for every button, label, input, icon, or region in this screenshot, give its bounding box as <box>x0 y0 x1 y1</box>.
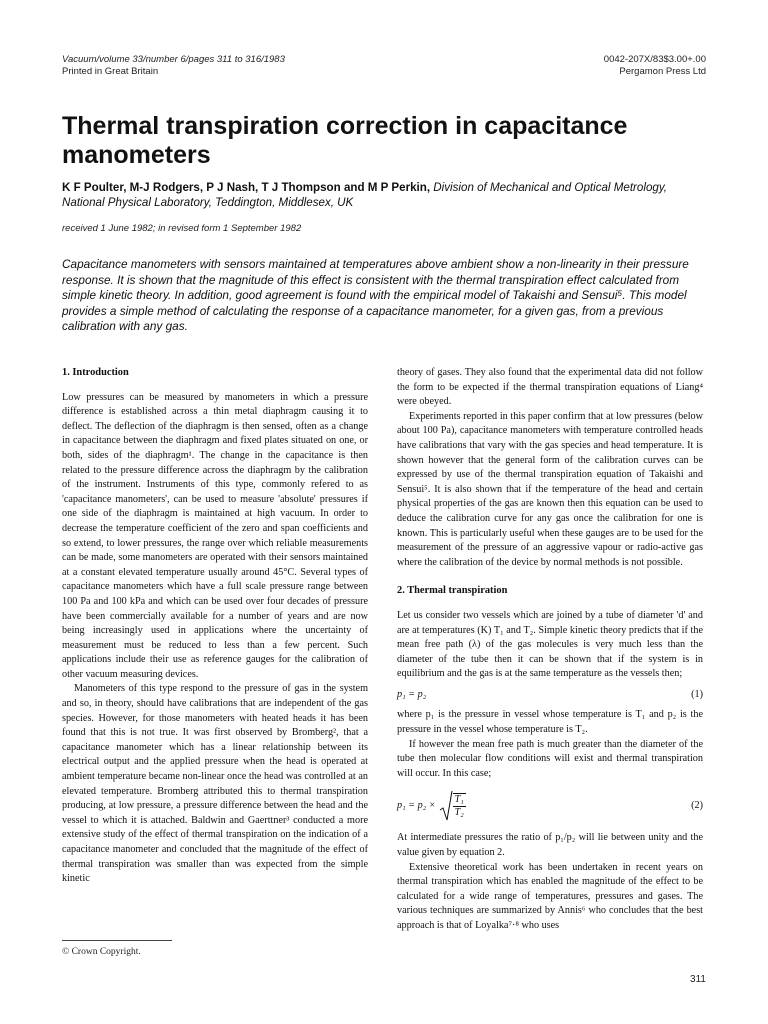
intro-paragraph-1: Low pressures can be measured by manometers in which a pressure difference is established across a thin metal diaphragm causing it to deflect. The deflection of the diaphragm is then sensed, often as a change in capacitance between the diaphragm and fixed plates situated on one, or both, sides of the diaphragm¹. The change in the capacitance is then related to the pressure difference across the diaphragm by the calibration of the instrument. Instruments of this type, commonly refered to as 'capacitance manometers', can be used to measure 'absolute' pressures if one side of the diaphragm is maintained at high vacuum. In order to decrease the temperature coefficient of the zero and span coefficients and so extend, to lower pressures, the range over which reliable measurements can be made, some manometers are operated with their sensors maintained at a constant elevated temperature usually around 45°C. Several types of capacitance manometers which have a full scale pressure range between 100 Pa and 100 kPa and which can be used over four decades of pressure have been commercially available for a number of years and are now being increasingly used in applications where the uncertainty of measurement must be reduced to less than a few percent. Such applications include their use as reference gauges for the calibration of other vacuum measuring devices. <box>62 391 368 680</box>
right-column <box>397 366 703 934</box>
equation-2-fraction <box>453 793 466 819</box>
equation-1-number: (1) <box>691 688 703 700</box>
intro-paragraph-2: Manometers of this type respond to the pressure of gas in the system and so, in theory, should have calibrations that are independent of the gas species. However, for those manometers with heated heads it has been found that this is not true. It was first observed by Bromberg², that a capacitance manometer which has a linear relationship between its electrical output and the applied pressure when the head is operated at ambient temperature became non-linear once the head was controlled at an elevated temperature. Bromberg attributed this to thermal transpiration producing, at low pressure, a pressure difference between the head and the vessel to which it is attached. Baldwin and Gaerttner³ conducted a more extensive study of the effect of thermal transpiration on the indication of a capacitance manometer and concluded that the magnitude of the effect of thermal transpiration was smaller than was expected from the simple kinetic <box>62 683 368 885</box>
journal-citation: Vacuum/volume 33/number 6/pages 311 to 316/1983 <box>62 54 285 65</box>
transpiration-paragraph-3: If however the mean free path is much greater than the diameter of the tube then molecular flow conditions will exist and thermal transpiration will occur. In this case; <box>397 738 703 779</box>
transpiration-paragraph-4: At intermediate pressures the ratio of p₁/p₂ will lie between unity and the value given by equation 2. <box>397 832 703 859</box>
equation-1-body: p₁ = p₂ <box>397 688 427 700</box>
intro-paragraph-3: theory of gases. They also found that the experimental data did not follow the form to be expected if the thermal transpiration equations of Liang⁴ were obeyed. <box>397 367 703 408</box>
equation-2-numerator: T₁ <box>454 794 464 806</box>
intro-paragraph-4: Experiments reported in this paper confirm that at low pressures (below about 100 Pa), capacitance manometers with temperature controlled heads have calibrations that vary with the gas species and head temperature. It is shown however that the general form of the calibration curves can be expressed by use of the thermal transpiration equation of Takaishi and Sensui⁵. It is also shown that if the temperature of the head and certain physical properties of the gas are known then this equation can be used to deduce the calibration curve for any gas once the calibration for one is known. This is particularly useful when these gauges are to be used for the measurement of the pressure of an aggressive vapour or radio-active gas where the calibration of the device by normal methods is not possible. <box>397 410 703 568</box>
printed-in: Printed in Great Britain <box>62 66 159 77</box>
footnote-rule <box>62 940 172 941</box>
received-dates: received 1 June 1982; in revised form 1 September 1982 <box>62 223 302 234</box>
publisher: Pergamon Press Ltd <box>619 66 706 77</box>
author-names: K F Poulter, M-J Rodgers, P J Nash, T J Thompson and M P Perkin, <box>62 181 431 194</box>
transpiration-paragraph-5: Extensive theoretical work has been undertaken in recent years on thermal transpiration which has enabled the magnitude of the effect to be calculated for a wide range of temperatures, pressures and gases. The various techniques are summarized by Annis⁶ who concludes that the best approach is that of Loyalka⁷·⁸ who uses <box>397 861 703 931</box>
transpiration-paragraph-2: where p₁ is the pressure in vessel whose temperature is T₁ and p₂ is the pressure in the vessel whose temperature is T₂. <box>397 709 703 736</box>
author-block <box>62 180 712 210</box>
section-heading-introduction: 1. Introduction <box>62 367 129 378</box>
abstract: Capacitance manometers with sensors maintained at temperatures above ambient show a non-linearity in their pressure response. It is shown that the magnitude of this effect is consistent with the thermal transpiration effect calculated from simple kinetic theory. In addition, good agreement is found with the empirical model of Takaishi and Sensui⁵. This model provides a simple method of calculating the response of a capacitance manometer, for a given gas, from a previous calibration with any gas. <box>62 257 689 333</box>
journal-header-left <box>62 54 285 78</box>
equation-2-number: (2) <box>691 800 703 812</box>
equation-1 <box>397 688 703 703</box>
page-number: 311 <box>690 974 706 985</box>
transpiration-paragraph-1: Let us consider two vessels which are joined by a tube of diameter 'd' and are at temperatures (K) T₁ and T₂. Simple kinetic theory predicts that if the mean free path (λ) of the gas molecules is very much less than the diameter of the tube then it can be shown that if the system is in equilibrium and the gas is at the same temperature as the vessels then; <box>397 609 703 680</box>
paper-title: Thermal transpiration correction in capacitance manometers <box>62 112 628 169</box>
copyright-footnote: © Crown Copyright. <box>62 947 141 957</box>
issn-code: 0042-207X/83$3.00+.00 <box>603 54 706 65</box>
section-heading-thermal-transpiration: 2. Thermal transpiration <box>397 585 508 597</box>
equation-2-lhs: p₁ = p₂ × <box>397 800 436 812</box>
author-affiliation: Division of Mechanical and Optical Metrology, National Physical Laboratory, Teddington, Middlesex, UK <box>62 181 667 209</box>
journal-header-right <box>604 54 706 78</box>
equation-2-denominator: T₂ <box>454 807 464 819</box>
equation-2-body <box>397 790 466 822</box>
equation-2 <box>397 787 703 825</box>
square-root-sign <box>439 790 466 822</box>
left-column <box>62 366 368 887</box>
